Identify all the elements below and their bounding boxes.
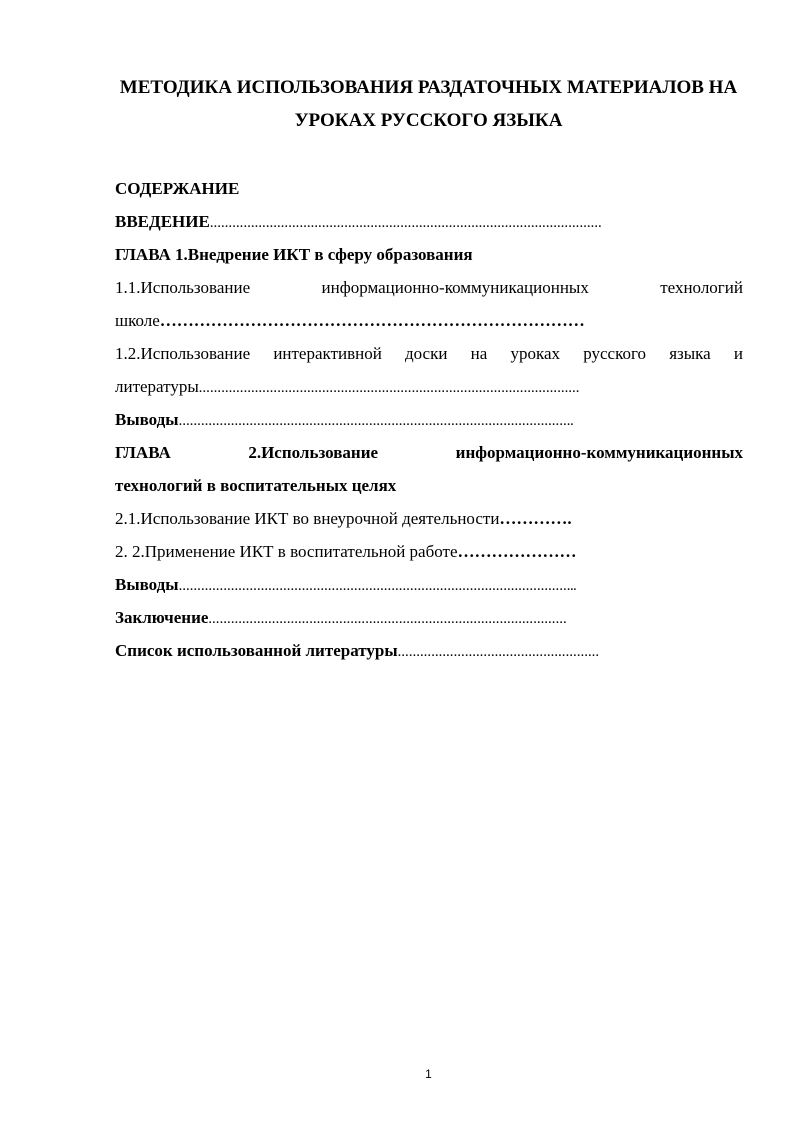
toc-entry-conclusions-2 [115, 568, 743, 601]
toc-heading: СОДЕРЖАНИЕ [115, 179, 240, 198]
toc-word: 2.Использование [248, 443, 379, 462]
toc-entry-label: Выводы [115, 575, 179, 594]
toc-entry-2-1 [115, 502, 743, 535]
toc-word: на [470, 344, 488, 363]
document-title-line1: МЕТОДИКА ИСПОЛЬЗОВАНИЯ РАЗДАТОЧНЫХ МАТЕРИАЛОВ НА [119, 77, 738, 98]
toc-word: интерактивной [273, 344, 382, 363]
toc-word: языка [669, 344, 711, 363]
toc-word: доски [404, 344, 448, 363]
toc-word: технологий [660, 278, 743, 297]
toc-entry-label: ВВЕДЕНИЕ [115, 212, 210, 231]
toc-word: 1.2.Использование [115, 344, 251, 363]
toc-word: и [733, 344, 743, 363]
document-title-line2: УРОКАХ РУССКОГО ЯЗЫКА [294, 110, 563, 131]
toc-leader-dots: ………………………………………………………………………………………… [198, 383, 580, 395]
toc-word: информационно-коммуникационных [455, 443, 743, 462]
toc-entry-references [115, 634, 743, 667]
toc-entry-label: школе [115, 311, 160, 330]
toc-leader-dots: …………………………………………………………………………………… [208, 614, 567, 626]
toc-entry-conclusions-1 [115, 403, 743, 436]
toc-leader-dots: …………………………………………………………………………………………… [209, 218, 602, 230]
toc-word: ГЛАВА [115, 443, 171, 462]
toc-entry-label: Заключение [115, 608, 209, 627]
toc-leader-dots: …………………………………………………………………………………………….. [178, 581, 577, 593]
toc-entry-chapter2-line1 [115, 436, 743, 469]
page-number: 1 [425, 1067, 432, 1081]
toc-entry-2-2 [115, 535, 743, 568]
toc-entry-conclusion [115, 601, 743, 634]
toc-word: информационно-коммуникационных [321, 278, 589, 297]
toc-leader-dots: …………. [499, 509, 572, 528]
toc-entry-1-2-line2 [115, 370, 743, 403]
toc-entry-chapter2-line2: технологий в воспитательных целях [115, 476, 397, 495]
toc-word: русского [583, 344, 647, 363]
toc-leader-dots: ………………… [457, 542, 577, 561]
toc-entry-intro [115, 205, 743, 238]
toc-entry-label: литературы [115, 377, 199, 396]
toc-word: уроках [510, 344, 561, 363]
toc-entry-label: Выводы [115, 410, 179, 429]
toc-entry-1-1-line2 [115, 304, 743, 337]
toc-entry-1-2-line1 [115, 337, 743, 370]
toc-entry-label: 2. 2.Применение ИКТ в воспитательной работе [115, 542, 458, 561]
toc-entry-chapter1: ГЛАВА 1.Внедрение ИКТ в сферу образования [115, 245, 473, 264]
table-of-contents [115, 172, 743, 667]
toc-leader-dots: ………………………………………………………………… [159, 311, 585, 330]
toc-word: 1.1.Использование [115, 278, 251, 297]
toc-leader-dots: ……………………………………………… [397, 647, 600, 659]
toc-entry-label: 2.1.Использование ИКТ во внеурочной деятельности [115, 509, 500, 528]
toc-entry-label: Список использованной литературы [115, 641, 398, 660]
toc-leader-dots: ……………………………………………………………………………………………. [178, 416, 574, 428]
toc-entry-1-1-line1 [115, 271, 743, 304]
